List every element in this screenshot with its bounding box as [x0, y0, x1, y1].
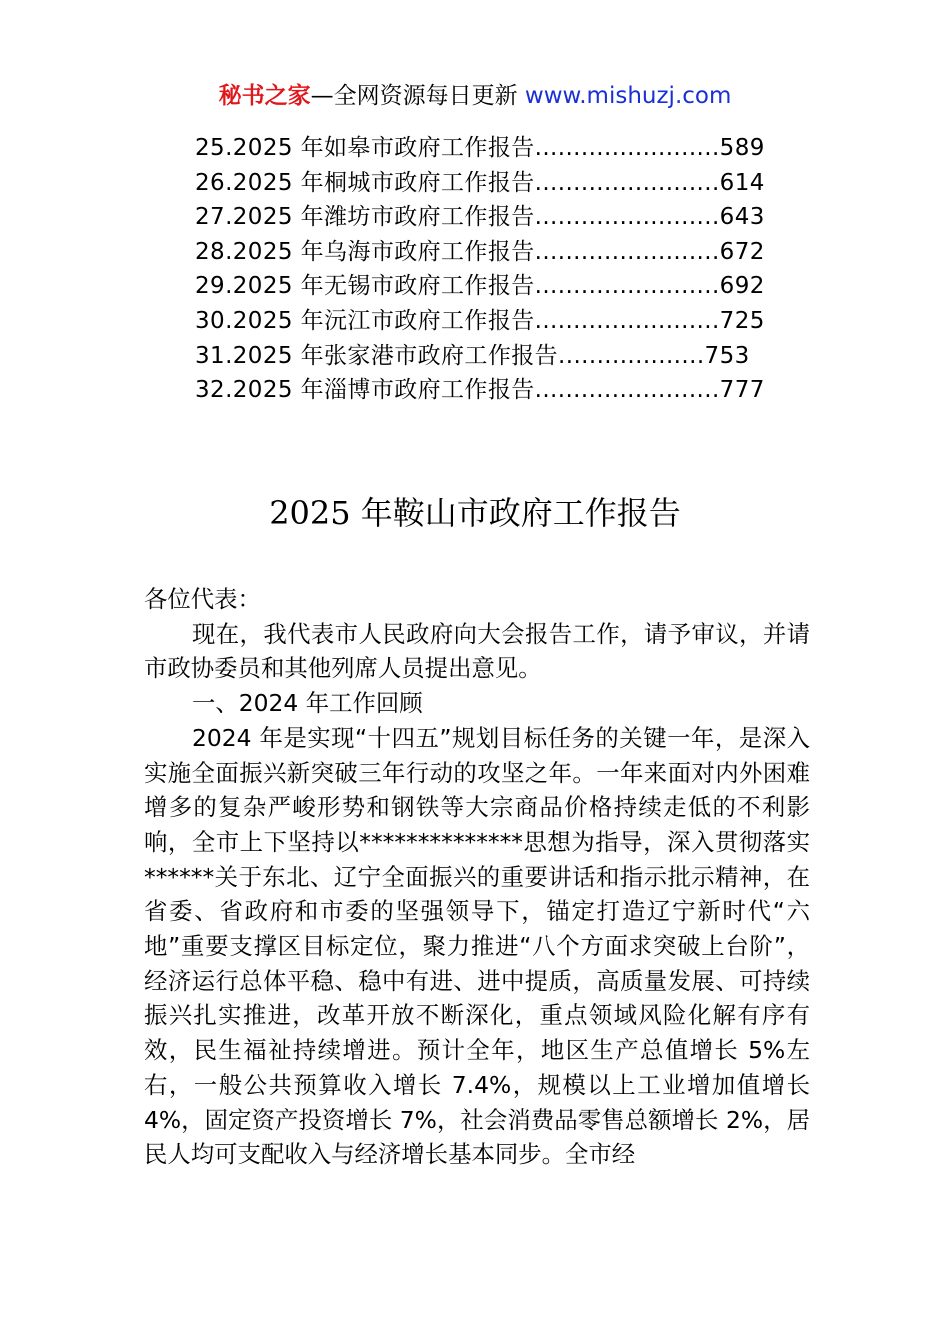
- toc-entry[interactable]: 25.2025 年如皋市政府工作报告........................589: [195, 135, 765, 161]
- toc-entry[interactable]: 30.2025 年沅江市政府工作报告........................725: [195, 307, 765, 334]
- table-of-contents: [195, 131, 815, 408]
- toc-entry[interactable]: 31.2025 年张家港市政府工作报告...................753: [195, 342, 750, 369]
- intro-paragraph: 现在，我代表市人民政府向大会报告工作，请予审议，并请市政协委员和其他列席人员提出意见。: [144, 619, 810, 683]
- salutation: 各位代表：: [144, 585, 261, 613]
- body-paragraph: 2024 年是实现“十四五”规划目标任务的关键一年，是深入实施全面振兴新突破三年行动的攻坚之年。一年来面对内外困难增多的复杂严峻形势和钢铁等大宗商品价格持续走低的不利影响，全市上下坚持以**************思想为指导，深入贯彻落实******关于东北、辽宁全面振兴的重要讲话和指示批示精神，在省委、省政府和市委的坚强领导下，锚定打造辽宁新时代“六地”重要支撑区目标定位，聚力推进“八个方面求突破上台阶”，经济运行总体平稳、稳中有进、进中提质，高质量发展、可持续振兴扎实推进，改革开放不断深化，重点领域风险化解有序有效，民生福祉持续增进。预计全年，地区生产总值增长 5%左右，一般公共预算收入增长 7.4%，规模以上工业增加值增长 4%，固定资产投资增长 7%，社会消费品零售总额增长 2%，居民人均可支配收入与经济增长基本同步。全市经: [144, 723, 810, 1169]
- site-slogan: —全网资源每日更新: [310, 83, 518, 109]
- document-body: [144, 582, 810, 1172]
- site-header: [0, 80, 950, 112]
- toc-entry[interactable]: 26.2025 年桐城市政府工作报告........................614: [195, 169, 765, 196]
- document-title: 2025 年鞍山市政府工作报告: [269, 494, 681, 532]
- site-url-link[interactable]: www.mishuzj.com: [524, 83, 732, 109]
- toc-entry[interactable]: 29.2025 年无锡市政府工作报告........................692: [195, 273, 765, 300]
- section-heading: 一、2024 年工作回顾: [191, 689, 423, 718]
- toc-entry[interactable]: 27.2025 年潍坊市政府工作报告........................643: [195, 204, 765, 231]
- site-brand: 秘书之家: [218, 83, 311, 109]
- toc-entry[interactable]: 28.2025 年乌海市政府工作报告........................672: [195, 238, 765, 265]
- toc-entry[interactable]: 32.2025 年淄博市政府工作报告........................777: [195, 377, 765, 404]
